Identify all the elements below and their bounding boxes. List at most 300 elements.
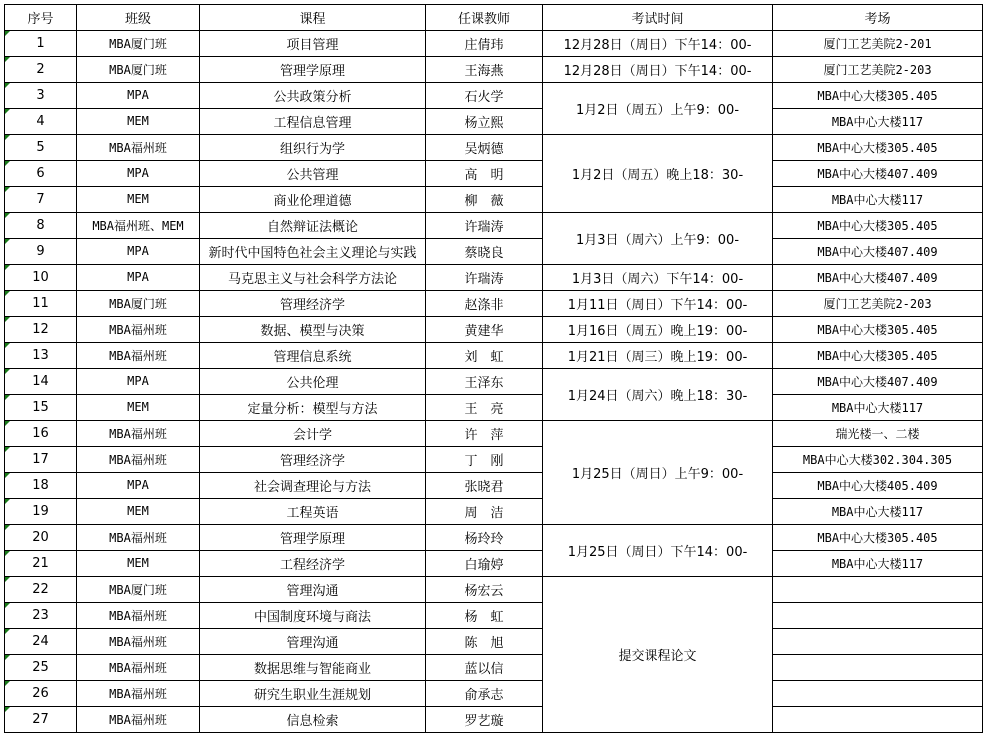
exam-time-cell[interactable]	[543, 291, 773, 317]
course-cell-text: 管理经济学	[279, 454, 345, 469]
row-index-cell[interactable]	[5, 473, 77, 499]
course-cell-text: 组织行为学	[279, 142, 345, 157]
table-row	[5, 473, 983, 499]
teacher-cell-text: 刘 虹	[464, 350, 504, 365]
exam-room-cell-text: MBA中心大楼305.405	[817, 219, 938, 233]
header-exam-room[interactable]: 考场	[773, 5, 983, 31]
course-cell-text: 中国制度环境与商法	[253, 610, 371, 625]
exam-room-cell[interactable]	[773, 473, 983, 499]
class-cell[interactable]	[77, 213, 200, 239]
exam-room-cell[interactable]	[773, 603, 983, 629]
class-cell-text: MEM	[127, 400, 149, 414]
exam-room-cell[interactable]	[773, 629, 983, 655]
teacher-cell-text: 柳 薇	[464, 194, 504, 209]
teacher-cell-text: 罗艺璇	[464, 714, 504, 729]
exam-room-cell[interactable]	[773, 161, 983, 187]
teacher-cell-text: 赵涤非	[464, 298, 504, 313]
course-cell[interactable]	[200, 187, 426, 213]
exam-room-cell-text: MBA中心大楼407.409	[817, 167, 938, 181]
table-row	[5, 291, 983, 317]
table-row	[5, 499, 983, 525]
exam-time-cell[interactable]	[543, 135, 773, 213]
exam-room-cell-text: MBA中心大楼407.409	[817, 245, 938, 259]
row-index-cell-text: 9	[36, 244, 45, 259]
cell-marker-icon	[5, 577, 10, 582]
exam-room-cell[interactable]	[773, 83, 983, 109]
exam-room-cell-text: MBA中心大楼305.405	[817, 323, 938, 337]
course-cell[interactable]	[200, 551, 426, 577]
course-cell-text: 马克思主义与社会科学方法论	[227, 272, 397, 287]
exam-time-cell-text: 12月28日（周日）下午14：00-	[563, 64, 752, 79]
course-cell[interactable]	[200, 343, 426, 369]
teacher-cell[interactable]	[426, 109, 543, 135]
course-cell[interactable]	[200, 473, 426, 499]
row-index-cell[interactable]	[5, 343, 77, 369]
exam-room-cell[interactable]	[773, 525, 983, 551]
cell-marker-icon	[5, 31, 10, 36]
exam-room-cell[interactable]	[773, 421, 983, 447]
course-cell[interactable]	[200, 57, 426, 83]
class-cell[interactable]	[77, 707, 200, 733]
course-cell-text: 研究生职业生涯规划	[253, 688, 371, 703]
exam-room-cell[interactable]	[773, 395, 983, 421]
teacher-cell[interactable]	[426, 239, 543, 265]
class-cell[interactable]	[77, 135, 200, 161]
course-cell[interactable]	[200, 317, 426, 343]
class-cell-text: MBA福州班	[109, 427, 167, 441]
course-cell-text: 公共政策分析	[273, 90, 352, 105]
row-index-cell[interactable]	[5, 109, 77, 135]
class-cell[interactable]	[77, 239, 200, 265]
exam-time-cell[interactable]	[543, 265, 773, 291]
teacher-cell-text: 杨立熙	[464, 116, 504, 131]
table-row	[5, 577, 983, 603]
class-cell[interactable]	[77, 603, 200, 629]
table-row	[5, 629, 983, 655]
cell-marker-icon	[5, 187, 10, 192]
exam-time-cell[interactable]	[543, 343, 773, 369]
exam-room-cell[interactable]	[773, 187, 983, 213]
course-cell-text: 工程信息管理	[273, 116, 352, 131]
exam-room-cell[interactable]	[773, 681, 983, 707]
cell-marker-icon	[5, 317, 10, 322]
teacher-cell[interactable]	[426, 681, 543, 707]
row-index-cell-text: 26	[32, 686, 49, 701]
class-cell[interactable]	[77, 317, 200, 343]
course-cell-text: 工程经济学	[279, 558, 345, 573]
table-row	[5, 265, 983, 291]
course-cell-text: 会计学	[292, 428, 332, 443]
exam-room-cell[interactable]	[773, 265, 983, 291]
teacher-cell[interactable]	[426, 473, 543, 499]
teacher-cell[interactable]	[426, 577, 543, 603]
class-cell[interactable]	[77, 369, 200, 395]
class-cell[interactable]	[77, 83, 200, 109]
teacher-cell[interactable]	[426, 707, 543, 733]
class-cell[interactable]	[77, 31, 200, 57]
cell-marker-icon	[5, 603, 10, 608]
teacher-cell[interactable]	[426, 525, 543, 551]
course-cell[interactable]	[200, 655, 426, 681]
exam-room-cell-text: MBA中心大楼117	[831, 505, 924, 519]
header-class[interactable]: 班级	[77, 5, 200, 31]
class-cell[interactable]	[77, 161, 200, 187]
class-cell[interactable]	[77, 629, 200, 655]
cell-marker-icon	[5, 421, 10, 426]
teacher-cell-text: 王海燕	[464, 64, 504, 79]
exam-room-cell[interactable]	[773, 499, 983, 525]
row-index-cell-text: 15	[32, 400, 49, 415]
table-row	[5, 83, 983, 109]
row-index-cell[interactable]	[5, 57, 77, 83]
class-cell-text: MPA	[127, 88, 149, 102]
row-index-cell[interactable]	[5, 603, 77, 629]
teacher-cell[interactable]	[426, 317, 543, 343]
exam-room-cell-text: MBA中心大楼302.304.305	[802, 453, 953, 467]
row-index-cell-text: 21	[32, 556, 49, 571]
table-row	[5, 161, 983, 187]
teacher-cell-text: 蔡晓良	[464, 246, 504, 261]
row-index-cell-text: 11	[32, 296, 49, 311]
course-cell[interactable]	[200, 629, 426, 655]
exam-time-cell[interactable]	[543, 577, 773, 733]
row-index-cell[interactable]	[5, 135, 77, 161]
course-cell-text: 公共伦理	[286, 376, 339, 391]
exam-time-cell[interactable]	[543, 369, 773, 421]
teacher-cell-text: 许 萍	[464, 428, 504, 443]
course-cell-text: 管理经济学	[279, 298, 345, 313]
class-cell-text: MBA福州班	[109, 453, 167, 467]
teacher-cell-text: 王 亮	[464, 402, 504, 417]
header-index[interactable]: 序号	[5, 5, 77, 31]
exam-room-cell-text: MBA中心大楼405.409	[817, 479, 938, 493]
exam-time-cell[interactable]	[543, 57, 773, 83]
teacher-cell-text: 杨 虹	[464, 610, 504, 625]
cell-marker-icon	[5, 83, 10, 88]
teacher-cell[interactable]	[426, 551, 543, 577]
class-cell-text: MBA厦门班	[109, 583, 167, 597]
cell-marker-icon	[5, 395, 10, 400]
exam-room-cell-text: MBA中心大楼117	[831, 401, 924, 415]
table-body	[5, 31, 983, 733]
header-teacher[interactable]: 任课教师	[426, 5, 543, 31]
class-cell[interactable]	[77, 395, 200, 421]
exam-schedule-table	[4, 4, 983, 733]
class-cell[interactable]	[77, 291, 200, 317]
teacher-cell[interactable]	[426, 421, 543, 447]
exam-room-cell[interactable]	[773, 707, 983, 733]
course-cell-text: 数据思维与智能商业	[253, 662, 371, 677]
exam-time-cell-text: 1月2日（周五）晚上18：30-	[571, 168, 744, 183]
exam-room-cell[interactable]	[773, 291, 983, 317]
class-cell-text: MBA福州班	[109, 323, 167, 337]
course-cell[interactable]	[200, 499, 426, 525]
table-row	[5, 343, 983, 369]
row-index-cell[interactable]	[5, 395, 77, 421]
exam-time-cell-text: 1月16日（周五）晚上19：00-	[567, 324, 748, 339]
cell-marker-icon	[5, 343, 10, 348]
class-cell[interactable]	[77, 265, 200, 291]
class-cell[interactable]	[77, 525, 200, 551]
row-index-cell-text: 20	[32, 530, 49, 545]
table-row	[5, 421, 983, 447]
table-row	[5, 135, 983, 161]
teacher-cell-text: 白瑜婷	[464, 558, 504, 573]
class-cell-text: MBA福州班	[109, 349, 167, 363]
course-cell[interactable]	[200, 135, 426, 161]
course-cell-text: 数据、模型与决策	[260, 324, 365, 339]
row-index-cell-text: 14	[32, 374, 49, 389]
table-row	[5, 31, 983, 57]
exam-room-cell[interactable]	[773, 239, 983, 265]
cell-marker-icon	[5, 551, 10, 556]
row-index-cell-text: 6	[36, 166, 45, 181]
teacher-cell[interactable]	[426, 629, 543, 655]
teacher-cell-text: 庄倩玮	[464, 38, 504, 53]
row-index-cell-text: 8	[36, 218, 45, 233]
table-row	[5, 213, 983, 239]
table-row	[5, 109, 983, 135]
row-index-cell[interactable]	[5, 655, 77, 681]
course-cell[interactable]	[200, 577, 426, 603]
exam-room-cell-text: MBA中心大楼117	[831, 115, 924, 129]
table-row	[5, 317, 983, 343]
exam-time-cell-text: 1月25日（周日）下午14：00-	[567, 545, 748, 560]
exam-room-cell-text: 厦门工艺美院2-201	[823, 37, 932, 51]
teacher-cell[interactable]	[426, 265, 543, 291]
teacher-cell[interactable]	[426, 161, 543, 187]
course-cell[interactable]	[200, 31, 426, 57]
class-cell-text: MBA福州班	[109, 531, 167, 545]
teacher-cell-text: 周 洁	[464, 506, 504, 521]
class-cell-text: MEM	[127, 504, 149, 518]
class-cell-text: MPA	[127, 166, 149, 180]
row-index-cell[interactable]	[5, 681, 77, 707]
cell-marker-icon	[5, 57, 10, 62]
exam-time-cell-text: 12月28日（周日）下午14：00-	[563, 38, 752, 53]
exam-room-cell[interactable]	[773, 213, 983, 239]
exam-room-cell[interactable]	[773, 31, 983, 57]
course-cell[interactable]	[200, 603, 426, 629]
class-cell-text: MBA福州班	[109, 687, 167, 701]
row-index-cell[interactable]	[5, 707, 77, 733]
course-cell-text: 公共管理	[286, 168, 339, 183]
class-cell-text: MBA福州班	[109, 713, 167, 727]
row-index-cell[interactable]	[5, 187, 77, 213]
row-index-cell-text: 7	[36, 192, 45, 207]
exam-room-cell[interactable]	[773, 135, 983, 161]
class-cell[interactable]	[77, 421, 200, 447]
class-cell[interactable]	[77, 577, 200, 603]
cell-marker-icon	[5, 473, 10, 478]
class-cell[interactable]	[77, 447, 200, 473]
class-cell[interactable]	[77, 343, 200, 369]
teacher-cell[interactable]	[426, 31, 543, 57]
class-cell-text: MEM	[127, 114, 149, 128]
exam-room-cell[interactable]	[773, 57, 983, 83]
course-cell-text: 社会调查理论与方法	[253, 480, 371, 495]
row-index-cell[interactable]	[5, 551, 77, 577]
exam-room-cell[interactable]	[773, 109, 983, 135]
class-cell-text: MPA	[127, 374, 149, 388]
class-cell-text: MEM	[127, 556, 149, 570]
class-cell[interactable]	[77, 681, 200, 707]
course-cell[interactable]	[200, 681, 426, 707]
class-cell-text: MBA福州班	[109, 635, 167, 649]
row-index-cell[interactable]	[5, 447, 77, 473]
class-cell[interactable]	[77, 499, 200, 525]
row-index-cell[interactable]	[5, 525, 77, 551]
class-cell-text: MBA福州班	[109, 141, 167, 155]
class-cell[interactable]	[77, 655, 200, 681]
exam-room-cell-text: MBA中心大楼305.405	[817, 89, 938, 103]
row-index-cell[interactable]	[5, 577, 77, 603]
course-cell-text: 管理信息系统	[273, 350, 352, 365]
teacher-cell-text: 丁 刚	[464, 454, 504, 469]
row-index-cell[interactable]	[5, 83, 77, 109]
cell-marker-icon	[5, 707, 10, 712]
course-cell[interactable]	[200, 213, 426, 239]
teacher-cell[interactable]	[426, 83, 543, 109]
exam-time-cell[interactable]	[543, 213, 773, 265]
header-exam-time[interactable]: 考试时间	[543, 5, 773, 31]
exam-room-cell[interactable]	[773, 551, 983, 577]
teacher-cell[interactable]	[426, 655, 543, 681]
course-cell[interactable]	[200, 239, 426, 265]
row-index-cell-text: 3	[36, 88, 45, 103]
exam-room-cell-text: MBA中心大楼407.409	[817, 271, 938, 285]
class-cell[interactable]	[77, 473, 200, 499]
exam-time-cell[interactable]	[543, 421, 773, 525]
exam-room-cell[interactable]	[773, 655, 983, 681]
course-cell-text: 管理学原理	[279, 532, 345, 547]
row-index-cell-text: 24	[32, 634, 49, 649]
table-row	[5, 681, 983, 707]
course-cell[interactable]	[200, 707, 426, 733]
row-index-cell[interactable]	[5, 265, 77, 291]
course-cell[interactable]	[200, 83, 426, 109]
teacher-cell[interactable]	[426, 395, 543, 421]
exam-room-cell-text: MBA中心大楼305.405	[817, 531, 938, 545]
row-index-cell-text: 17	[32, 452, 49, 467]
cell-marker-icon	[5, 499, 10, 504]
teacher-cell[interactable]	[426, 187, 543, 213]
exam-room-cell[interactable]	[773, 369, 983, 395]
teacher-cell[interactable]	[426, 447, 543, 473]
teacher-cell[interactable]	[426, 57, 543, 83]
teacher-cell[interactable]	[426, 343, 543, 369]
cell-marker-icon	[5, 447, 10, 452]
exam-time-cell-text: 1月3日（周六）下午14：00-	[571, 272, 744, 287]
table-row	[5, 239, 983, 265]
exam-room-cell-text: MBA中心大楼305.405	[817, 141, 938, 155]
exam-time-cell[interactable]	[543, 31, 773, 57]
course-cell[interactable]	[200, 369, 426, 395]
course-cell[interactable]	[200, 109, 426, 135]
teacher-cell-text: 黄建华	[464, 324, 504, 339]
exam-time-cell-text: 1月25日（周日）上午9：00-	[571, 467, 744, 482]
course-cell[interactable]	[200, 525, 426, 551]
row-index-cell-text: 25	[32, 660, 49, 675]
row-index-cell-text: 22	[32, 582, 49, 597]
row-index-cell-text: 4	[36, 114, 45, 129]
row-index-cell-text: 13	[32, 348, 49, 363]
course-cell[interactable]	[200, 421, 426, 447]
teacher-cell-text: 王泽东	[464, 376, 504, 391]
exam-time-cell-text: 1月11日（周日）下午14：00-	[567, 298, 748, 313]
teacher-cell-text: 高 明	[464, 168, 504, 183]
class-cell[interactable]	[77, 109, 200, 135]
exam-time-cell[interactable]	[543, 317, 773, 343]
cell-marker-icon	[5, 161, 10, 166]
class-cell-text: MBA厦门班	[109, 63, 167, 77]
row-index-cell[interactable]	[5, 291, 77, 317]
class-cell[interactable]	[77, 551, 200, 577]
row-index-cell[interactable]	[5, 499, 77, 525]
class-cell-text: MEM	[127, 192, 149, 206]
teacher-cell[interactable]	[426, 135, 543, 161]
class-cell-text: MBA福州班、MEM	[92, 219, 184, 233]
exam-room-cell-text: MBA中心大楼117	[831, 557, 924, 571]
header-course[interactable]: 课程	[200, 5, 426, 31]
exam-time-cell[interactable]	[543, 525, 773, 577]
row-index-cell[interactable]	[5, 239, 77, 265]
course-cell-text: 定量分析：模型与方法	[247, 402, 378, 417]
class-cell-text: MBA厦门班	[109, 37, 167, 51]
teacher-cell[interactable]	[426, 369, 543, 395]
course-cell-text: 新时代中国特色社会主义理论与实践	[208, 246, 417, 261]
exam-room-cell[interactable]	[773, 447, 983, 473]
row-index-cell-text: 2	[36, 62, 45, 77]
row-index-cell[interactable]	[5, 213, 77, 239]
row-index-cell[interactable]	[5, 629, 77, 655]
course-cell[interactable]	[200, 395, 426, 421]
teacher-cell[interactable]	[426, 603, 543, 629]
row-index-cell-text: 10	[32, 270, 49, 285]
row-index-cell[interactable]	[5, 421, 77, 447]
teacher-cell[interactable]	[426, 291, 543, 317]
teacher-cell-text: 许瑞涛	[464, 220, 504, 235]
exam-room-cell-text: 厦门工艺美院2-203	[823, 63, 932, 77]
table-row	[5, 395, 983, 421]
course-cell[interactable]	[200, 265, 426, 291]
cell-marker-icon	[5, 629, 10, 634]
row-index-cell[interactable]	[5, 369, 77, 395]
row-index-cell-text: 18	[32, 478, 49, 493]
table-row	[5, 707, 983, 733]
course-cell[interactable]	[200, 291, 426, 317]
exam-time-cell[interactable]	[543, 83, 773, 135]
exam-room-cell[interactable]	[773, 317, 983, 343]
class-cell[interactable]	[77, 187, 200, 213]
exam-room-cell[interactable]	[773, 577, 983, 603]
exam-time-cell-text: 1月3日（周六）上午9：00-	[575, 233, 740, 248]
exam-room-cell[interactable]	[773, 343, 983, 369]
table-row	[5, 525, 983, 551]
row-index-cell[interactable]	[5, 31, 77, 57]
row-index-cell[interactable]	[5, 161, 77, 187]
course-cell[interactable]	[200, 161, 426, 187]
table-row	[5, 187, 983, 213]
class-cell-text: MBA福州班	[109, 661, 167, 675]
teacher-cell[interactable]	[426, 213, 543, 239]
class-cell[interactable]	[77, 57, 200, 83]
course-cell[interactable]	[200, 447, 426, 473]
row-index-cell-text: 16	[32, 426, 49, 441]
row-index-cell[interactable]	[5, 317, 77, 343]
row-index-cell-text: 1	[36, 36, 45, 51]
teacher-cell[interactable]	[426, 499, 543, 525]
